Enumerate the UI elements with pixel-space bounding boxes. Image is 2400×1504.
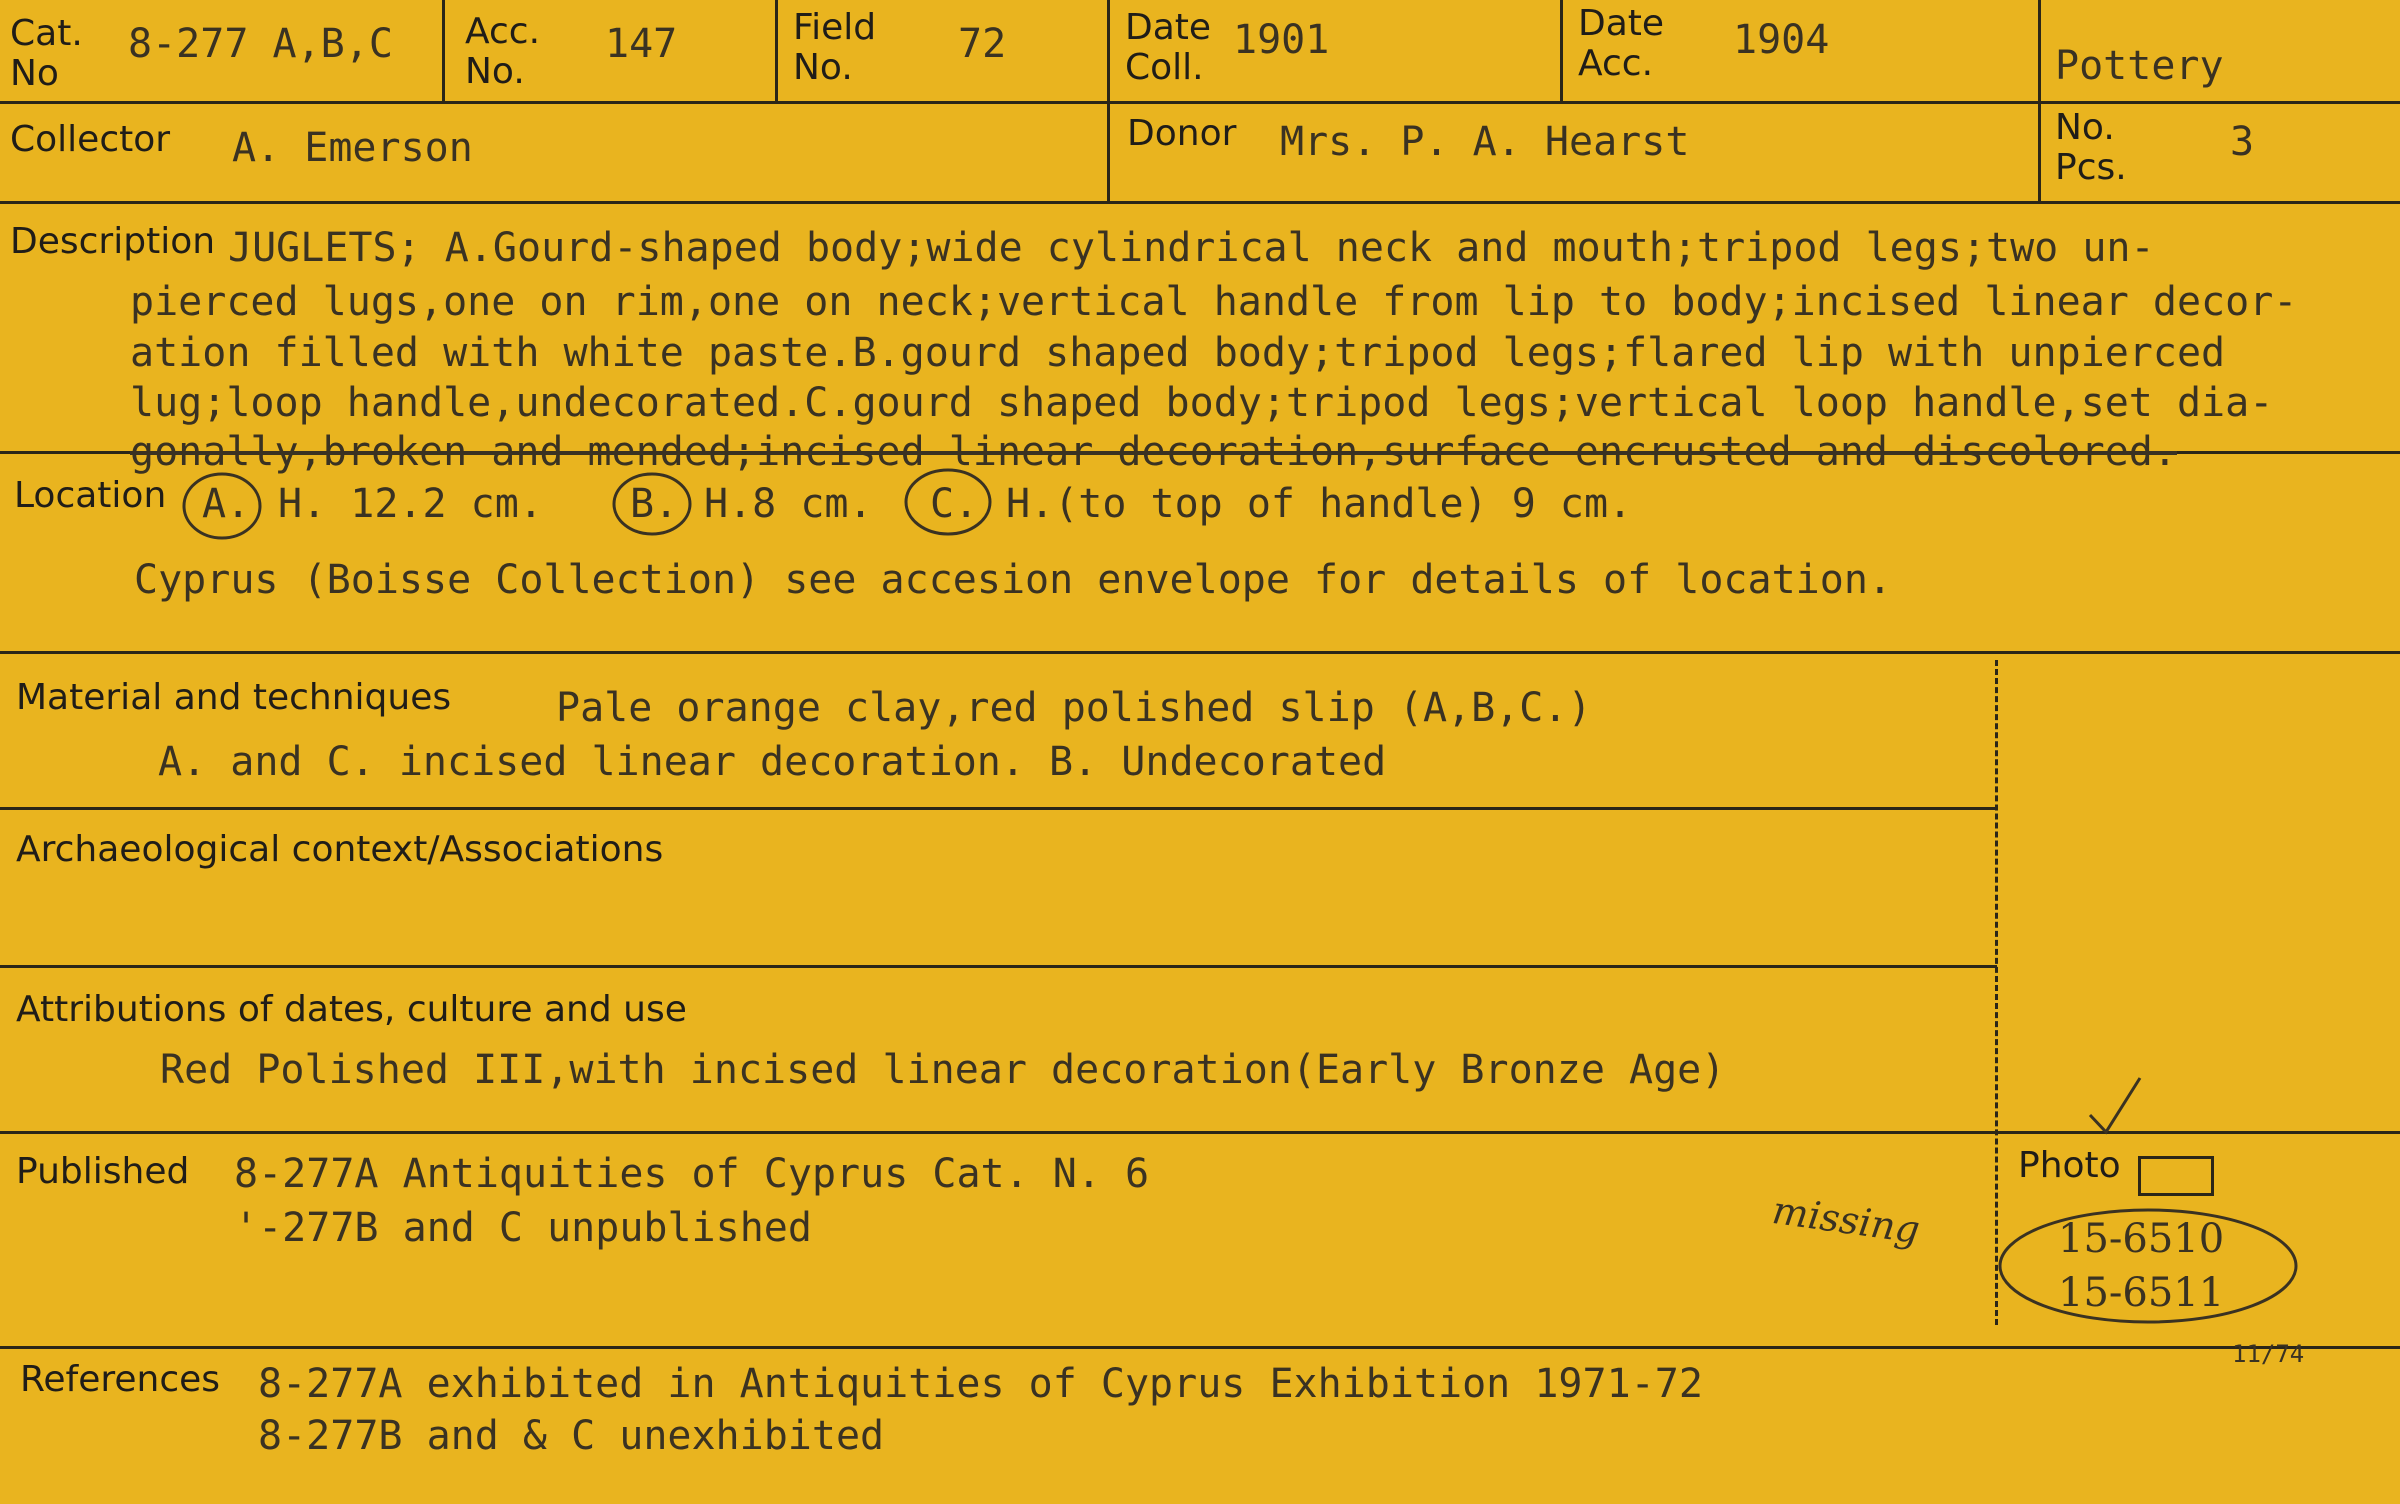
photo-number: 15-6510 bbox=[2058, 1216, 2225, 1262]
donor-label: Donor bbox=[1127, 113, 1237, 154]
acc-label: Acc. No. bbox=[465, 11, 541, 92]
pcs-label: No. Pcs. bbox=[2055, 107, 2127, 188]
category-value: Pottery bbox=[2055, 43, 2224, 89]
location-c-marker: C. bbox=[930, 481, 979, 527]
collector-label: Collector bbox=[10, 119, 171, 160]
photo-date: 11/74 bbox=[2232, 1340, 2305, 1368]
description-line: gonally,broken and mended;incised linear decoration,surface encrusted and discolored. bbox=[130, 429, 2177, 475]
missing-note: missing bbox=[1769, 1187, 1923, 1253]
material-line: Pale orange clay,red polished slip (A,B,C.) bbox=[556, 685, 1592, 731]
field-value: 72 bbox=[958, 21, 1007, 67]
references-label: References bbox=[20, 1359, 221, 1400]
date-acc-value: 1904 bbox=[1733, 17, 1830, 63]
location-c-height: H.(to top of handle) 9 cm. bbox=[1006, 481, 1633, 527]
published-line: '-277B and C unpublished bbox=[234, 1205, 812, 1251]
date-coll-value: 1901 bbox=[1233, 17, 1330, 63]
location-b-height: H.8 cm. bbox=[704, 481, 873, 527]
attributions-line: Red Polished III,with incised linear decoration(Early Bronze Age) bbox=[160, 1047, 1726, 1093]
circle-c-mark bbox=[906, 470, 990, 534]
material-label: Material and techniques bbox=[16, 677, 452, 718]
field-label: Field No. bbox=[793, 7, 877, 88]
published-label: Published bbox=[16, 1151, 190, 1192]
context-label: Archaeological context/Associations bbox=[16, 829, 664, 870]
circle-b-mark bbox=[614, 474, 690, 534]
references-line: 8-277A exhibited in Antiquities of Cyprus Exhibition 1971-72 bbox=[258, 1361, 1703, 1407]
date-coll-label: Date Coll. bbox=[1125, 7, 1212, 88]
description-line: lug;loop handle,undecorated.C.gourd shaped body;tripod legs;vertical loop handle,set dia- bbox=[130, 380, 2274, 426]
description-line: ation filled with white paste.B.gourd shaped body;tripod legs;flared lip with unpierced bbox=[130, 330, 2226, 376]
location-b-marker: B. bbox=[630, 481, 679, 527]
description-label: Description bbox=[10, 221, 216, 262]
cat-value: 8-277 A,B,C bbox=[128, 21, 393, 67]
photo-label: Photo bbox=[2018, 1145, 2121, 1186]
cat-label: Cat. No bbox=[10, 13, 83, 94]
circle-a-mark bbox=[184, 474, 260, 538]
attributions-label: Attributions of dates, culture and use bbox=[16, 989, 687, 1030]
pcs-value: 3 bbox=[2230, 119, 2255, 165]
photo-number: 15-6511 bbox=[2058, 1270, 2225, 1316]
donor-value: Mrs. P. A. Hearst bbox=[1280, 119, 1690, 165]
check-mark bbox=[2090, 1078, 2140, 1132]
location-detail: Cyprus (Boisse Collection) see accesion envelope for details of location. bbox=[134, 557, 1892, 603]
acc-value: 147 bbox=[605, 21, 678, 67]
description-line: pierced lugs,one on rim,one on neck;vertical handle from lip to body;incised linear decor- bbox=[130, 279, 2298, 325]
location-label: Location bbox=[14, 475, 167, 516]
location-a-height: H. 12.2 cm. bbox=[278, 481, 543, 527]
material-line: A. and C. incised linear decoration. B. Undecorated bbox=[158, 739, 1387, 785]
description-line: JUGLETS; A.Gourd-shaped body;wide cylindrical neck and mouth;tripod legs;two un- bbox=[228, 225, 2155, 271]
photo-numbers-circle bbox=[2000, 1210, 2296, 1322]
published-line: 8-277A Antiquities of Cyprus Cat. N. 6 bbox=[234, 1151, 1150, 1197]
location-a-marker: A. bbox=[202, 481, 251, 527]
date-acc-label: Date Acc. bbox=[1578, 3, 1665, 84]
collector-value: A. Emerson bbox=[232, 125, 473, 171]
references-line: 8-277B and & C unexhibited bbox=[258, 1413, 885, 1459]
